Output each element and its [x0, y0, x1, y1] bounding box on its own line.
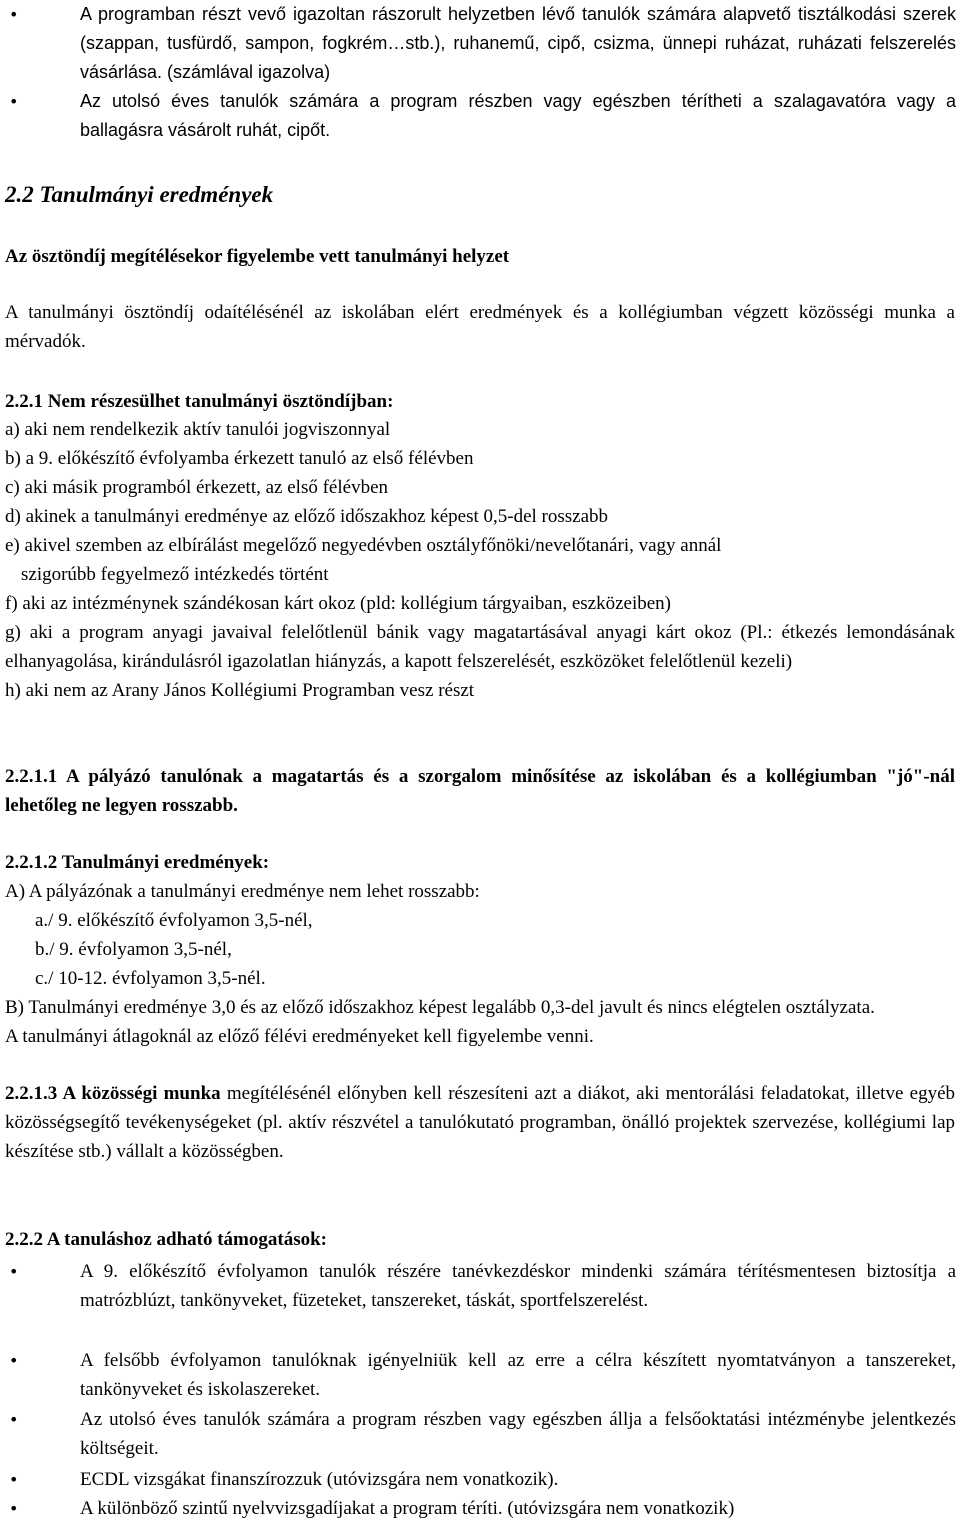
list-item: a) aki nem rendelkezik aktív tanulói jogviszonnyal	[5, 419, 391, 440]
requirement-intro: A) A pályázónak a tanulmányi eredménye nem lehet rosszabb:	[5, 881, 480, 902]
section-heading-2-2-1: 2.2.1 Nem részesülhet tanulmányi ösztöndíjban:	[5, 391, 394, 412]
bullet-item: • A programban részt vevő igazoltan rászorult helyzetben lévő tanulók számára alapvető tisztálkodási szerek (szappan, tusfürdő, sampon, fogkrém…stb.), ruhanemű, cipő, csizma, ünnepi ruházat, ruházati felszerelés vásárlása. (számlával igazolva)	[80, 0, 956, 87]
list-item: a./ 9. előkészítő évfolyamon 3,5-nél,	[35, 910, 313, 931]
intro-paragraph: A tanulmányi ösztöndíj odaítélésénél az iskolában elért eredmények és a kollégiumban végzett közösségi munka a mérvadók.	[5, 302, 955, 352]
note: A tanulmányi átlagoknál az előző félévi eredményeket kell figyelembe venni.	[5, 1026, 594, 1047]
list-item: b) a 9. előkészítő évfolyamba érkezett tanuló az első félévben	[5, 448, 474, 469]
subheading: Az ösztöndíj megítélésekor figyelembe vett tanulmányi helyzet	[5, 246, 510, 267]
list-item: b./ 9. évfolyamon 3,5-nél,	[35, 939, 232, 960]
bullet-item: • A különböző szintű nyelvvizsgadíjakat a program téríti. (utóvizsgára nem vonatkozik)	[80, 1494, 956, 1523]
list-item: szigorúbb fegyelmező intézkedés történt	[21, 564, 329, 585]
bullet-item: • Az utolsó éves tanulók számára a program részben vagy egészben térítheti a szalagavatóra vagy a ballagásra vásárolt ruhát, cipőt.	[80, 87, 956, 145]
list-item: e) akivel szemben az elbírálást megelőző negyedévben osztályfőnöki/nevelőtanári, vagy annál	[5, 535, 722, 556]
list-item: c) aki másik programból érkezett, az első félévben	[5, 477, 388, 498]
grade-requirements	[5, 877, 955, 1051]
bullet-item: • A felsőbb évfolyamon tanulóknak igényelniük kell az erre a célra készített nyomtatványon a tanszereket, tankönyveket és iskolaszereket.	[80, 1346, 956, 1404]
community-work-paragraph	[5, 1079, 955, 1166]
community-work-text: megítélésénél előnyben kell részesíteni azt a diákot, aki mentorálási feladatokat, illetve egyéb közösségsegítő tevékenységeket (pl. aktív részvétel a tanulókutató programban, önálló projektek szervezése, kollégiumi lap készítése stb.) vállalt a közösségben.	[5, 1083, 955, 1162]
section-heading-2-2-1-2: 2.2.1.2 Tanulmányi eredmények:	[5, 852, 270, 873]
section-heading-2-2-2: 2.2.2 A tanuláshoz adható támogatások:	[5, 1229, 327, 1250]
list-item: c./ 10-12. évfolyamon 3,5-nél.	[35, 968, 266, 989]
behavior-requirement: 2.2.1.1 A pályázó tanulónak a magatartás és a szorgalom minősítése az iskolában és a kollégiumban "jó"-nál lehetőleg ne legyen rosszabb.	[5, 766, 955, 816]
list-item: d) akinek a tanulmányi eredménye az előző időszakhoz képest 0,5-del rosszabb	[5, 506, 609, 527]
requirement-b: B) Tanulmányi eredménye 3,0 és az előző időszakhoz képest legalább 0,3-del javult és nincs elégtelen osztályzata.	[5, 997, 875, 1018]
section-heading-2-2: 2.2 Tanulmányi eredmények	[5, 182, 274, 207]
list-item: f) aki az intézménynek szándékosan kárt okoz (pld: kollégium tárgyaiban, eszközeiben)	[5, 593, 671, 614]
community-work-label: 2.2.1.3 A közösségi munka	[5, 1083, 221, 1104]
list-item: g) aki a program anyagi javaival felelőtlenül bánik vagy magatartásával anyagi kárt okoz (Pl.: étkezés lemondásának elhanyagolása, kirándulásról igazolatlan hiányzás, a kapott felszerelését, eszközöket felelőtlenül kezeli)	[5, 622, 955, 672]
bullet-item: • Az utolsó éves tanulók számára a program részben vagy egészben állja a felsőoktatási intézménybe jelentkezés költségeit.	[80, 1405, 956, 1463]
list-item: h) aki nem az Arany János Kollégiumi Programban vesz részt	[5, 680, 475, 701]
exclusion-list	[5, 415, 955, 705]
bullet-item: • A 9. előkészítő évfolyamon tanulók részére tanévkezdéskor mindenki számára térítésmentesen biztosítja a matrózblúzt, tankönyveket, füzeteket, tanszereket, táskát, sportfelszerelést.	[80, 1257, 956, 1315]
bullet-item: • ECDL vizsgákat finanszírozzuk (utóvizsgára nem vonatkozik).	[80, 1465, 956, 1494]
